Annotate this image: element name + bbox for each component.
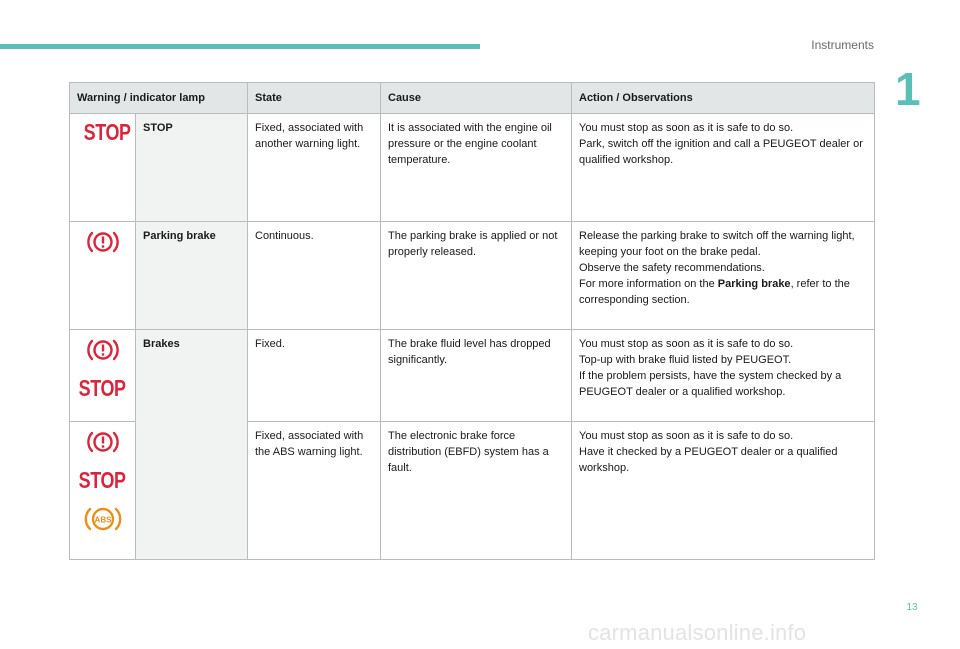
lamp-name: STOP: [136, 114, 248, 222]
lamp-name: Parking brake: [136, 222, 248, 330]
cause-cell: It is associated with the engine oil pressure or the engine coolant temperature.: [381, 114, 572, 222]
stop-icon: STOP: [79, 375, 126, 401]
watermark: carmanualsonline.info: [588, 620, 807, 645]
table-header-row: [70, 83, 875, 114]
action-line: Release the parking brake to switch off the warning light, keeping your foot on the brake pedal.: [579, 230, 855, 258]
section-title: Instruments: [811, 38, 874, 52]
action-line: You must stop as soon as it is safe to do so.: [579, 338, 794, 350]
state-cell: Fixed.: [248, 330, 381, 422]
brake-warning-icon: [86, 336, 120, 364]
action-line: If the problem persists, have the system checked by a PEUGEOT dealer or a qualified workshop.: [579, 370, 842, 398]
state-cell: Continuous.: [248, 222, 381, 330]
state-cell: Fixed, associated with the ABS warning light.: [248, 422, 381, 560]
stop-icon: STOP: [79, 467, 126, 493]
abs-icon: [84, 504, 122, 534]
table-row: [70, 114, 875, 222]
cause-cell: The electronic brake force distribution (EBFD) system has a fault.: [381, 422, 572, 560]
action-line: For more information on the Parking brake, refer to the corresponding section.: [579, 278, 850, 306]
action-line: You must stop as soon as it is safe to do so.: [579, 122, 794, 134]
table-row: [70, 222, 875, 330]
brake-warning-icon: [86, 228, 120, 256]
cause-cell: The brake fluid level has dropped significantly.: [381, 330, 572, 422]
action-line: Have it checked by a PEUGEOT dealer or a qualified workshop.: [579, 446, 838, 474]
action-line: Observe the safety recommendations.: [579, 262, 765, 274]
lamp-name: Brakes: [136, 330, 248, 560]
action-line: You must stop as soon as it is safe to do so.: [579, 430, 794, 442]
column-header-cause: Cause: [381, 83, 572, 114]
column-header-state: State: [248, 83, 381, 114]
parking-brake-keyword: Parking brake: [717, 278, 791, 290]
warning-lamps-table: [69, 82, 875, 560]
chapter-number: 1: [895, 63, 921, 115]
stop-icon: STOP: [83, 119, 131, 145]
icon-cell: [70, 422, 136, 560]
column-header-action: Action / Observations: [572, 83, 875, 114]
cause-cell: The parking brake is applied or not properly released.: [381, 222, 572, 330]
icon-cell: [70, 114, 136, 222]
column-header-lamp: Warning / indicator lamp: [70, 83, 248, 114]
action-line: Park, switch off the ignition and call a PEUGEOT dealer or qualified workshop.: [579, 138, 863, 166]
icon-cell: [70, 222, 136, 330]
action-cell: [572, 422, 875, 560]
action-cell: [572, 330, 875, 422]
header-accent-bar: [0, 44, 480, 49]
action-line: Top-up with brake fluid listed by PEUGEOT.: [579, 354, 792, 366]
page-number: 13: [906, 602, 918, 613]
brake-warning-icon: [86, 428, 120, 456]
state-cell: Fixed, associated with another warning light.: [248, 114, 381, 222]
action-cell: [572, 114, 875, 222]
table-row: [70, 330, 875, 422]
svg-text:ABS: ABS: [94, 515, 111, 525]
action-cell: [572, 222, 875, 330]
icon-cell: [70, 330, 136, 422]
